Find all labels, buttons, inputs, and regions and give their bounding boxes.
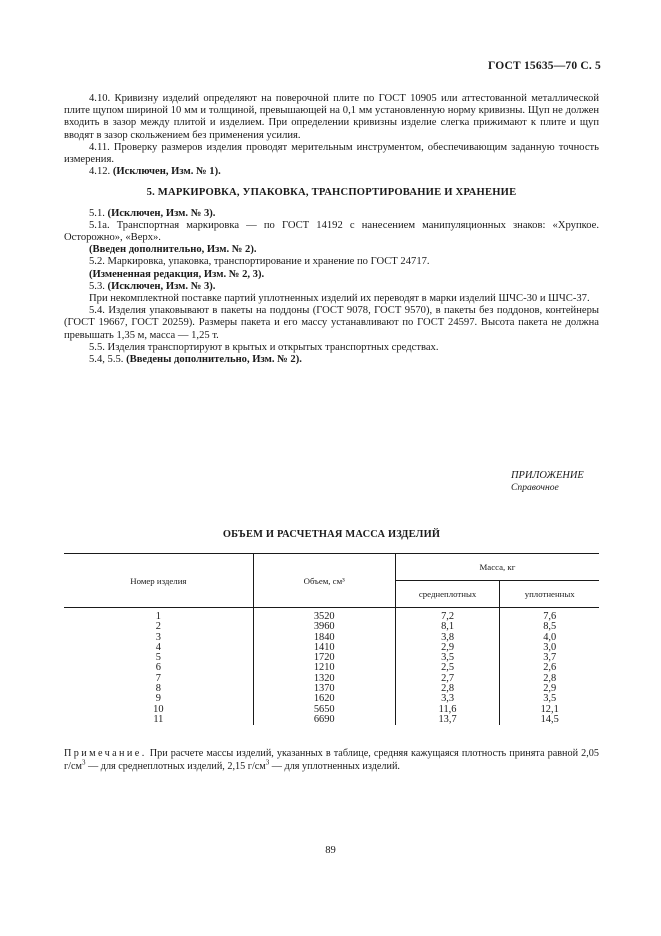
- paragraph-4-10: 4.10. Кривизну изделий определяют на поверочной плите по ГОСТ 10905 или аттестованной металлической плите щупом шириной 10 мм и толщиной, превышающей на 0,1 мм установленную норму кривизны. Щуп не должен входить в зазор между плитой и изделием. При определении кривизны изделие слегка прижимают к плите и щуп вводят в зазор скольжением без применения усилия.: [64, 93, 599, 141]
- cell-mass-medium: 7,2: [395, 608, 500, 623]
- cell-mass-medium: 2,9: [395, 643, 500, 653]
- paragraph-5-2: 5.2. Маркировка, упаковка, транспортирование и хранение по ГОСТ 24717.: [89, 256, 430, 268]
- header-mass-dense: уплотненных: [500, 581, 599, 608]
- cell-mass-dense: 3,5: [543, 693, 557, 705]
- cell-number: 6: [64, 663, 253, 673]
- page-number: 89: [325, 845, 336, 856]
- cell-mass-medium: 3,3: [395, 694, 500, 704]
- cell-number: 4: [64, 643, 253, 653]
- table-row: [64, 608, 599, 623]
- appendix-label: [511, 470, 601, 494]
- header-number: Номер изделия: [64, 554, 253, 608]
- table-row: [64, 715, 599, 725]
- cell-volume: 1370: [253, 684, 395, 694]
- cell-volume: 3960: [253, 622, 395, 632]
- paragraph-5-4: 5.4. Изделия упаковывают в пакеты на поддоны (ГОСТ 9078, ГОСТ 9570), в пакеты без поддонов, контейнеры (ГОСТ 19667, ГОСТ 20259). Размеры пакета и его массу устанавливают по ГОСТ 24597. Высота пакета не должна превышать 1,35 м, масса — 1,25 т.: [64, 305, 599, 341]
- cell-mass-dense: 2,9: [543, 683, 557, 695]
- paragraph-5-4-5-5: [64, 354, 599, 366]
- table-body: [64, 608, 599, 726]
- cell-volume: 1840: [253, 633, 395, 643]
- note-superscript: 3: [81, 758, 86, 767]
- amendment-note: (Измененная редакция, Изм. № 2, 3).: [89, 268, 265, 280]
- paragraph-5-1: [64, 208, 599, 220]
- amendment-note: (Исключен, Изм. № 1).: [112, 166, 221, 178]
- table-note: [64, 747, 599, 773]
- header-mass-medium: среднеплотных: [395, 581, 500, 608]
- paragraph-number: 4.12.: [89, 166, 111, 178]
- cell-volume: 1620: [253, 694, 395, 704]
- paragraph-5-1a: 5.1а. Транспортная маркировка — по ГОСТ 14192 с нанесением манипуляционных знаков: «Хрупкое. Осторожно», «Верх».: [64, 219, 599, 244]
- appendix-type: Справочное: [511, 482, 559, 493]
- cell-mass-medium: 3,5: [395, 653, 500, 663]
- cell-number: 9: [64, 694, 253, 704]
- paragraph-5-5: 5.5. Изделия транспортируют в крытых и открытых транспортных средствах.: [89, 341, 439, 353]
- paragraph-number: 5.4, 5.5.: [89, 354, 124, 366]
- cell-number: 2: [64, 622, 253, 632]
- cell-number: 3: [64, 633, 253, 643]
- document-header: ГОСТ 15635—70 С. 5: [488, 60, 601, 72]
- cell-number: 5: [64, 653, 253, 663]
- cell-mass-medium: 3,8: [395, 633, 500, 643]
- cell-volume: 3520: [253, 608, 395, 623]
- cell-volume: 1320: [253, 674, 395, 684]
- cell-mass-dense: 3,7: [543, 652, 557, 664]
- cell-mass-medium: 2,5: [395, 663, 500, 673]
- header-volume: Объем, см³: [253, 554, 395, 608]
- cell-mass-medium: 8,1: [395, 622, 500, 632]
- appendix-title: ПРИЛОЖЕНИЕ: [511, 470, 584, 481]
- amendment-note: (Введены дополнительно, Изм. № 2).: [126, 354, 302, 366]
- paragraph-4-12: [64, 166, 599, 178]
- note-text: — для уплотненных изделий.: [269, 761, 400, 772]
- cell-mass-medium: 2,8: [395, 684, 500, 694]
- cell-mass-dense: 14,5: [540, 713, 559, 725]
- cell-mass-dense: 3,0: [543, 641, 557, 653]
- section-title: 5. МАРКИРОВКА, УПАКОВКА, ТРАНСПОРТИРОВАНИЕ И ХРАНЕНИЕ: [146, 187, 517, 199]
- paragraph-number: 5.3.: [89, 280, 105, 292]
- cell-mass-dense: 12,1: [540, 703, 559, 715]
- volume-mass-table: [64, 553, 599, 725]
- cell-number: 8: [64, 684, 253, 694]
- header-mass: Масса, кг: [395, 554, 599, 581]
- cell-mass-dense: 2,6: [543, 662, 557, 674]
- cell-mass-dense: 4,0: [543, 631, 557, 643]
- amendment-note: (Исключен, Изм. № 3).: [107, 207, 216, 219]
- cell-mass-medium: 2,7: [395, 674, 500, 684]
- cell-volume: 6690: [253, 715, 395, 725]
- cell-volume: 5650: [253, 705, 395, 715]
- note-superscript: 3: [265, 758, 270, 767]
- amendment-note: (Исключен, Изм. № 3).: [107, 280, 216, 292]
- note-label: Примечание.: [64, 748, 147, 759]
- paragraph-5-3: [64, 281, 599, 293]
- paragraph-number: 5.1.: [89, 207, 105, 219]
- note-text: — для среднеплотных изделий, 2,15 г/см: [85, 761, 266, 772]
- cell-volume: 1210: [253, 663, 395, 673]
- cell-mass-dense: 7,6: [543, 611, 557, 622]
- cell-mass-medium: 13,7: [395, 715, 500, 725]
- cell-mass-dense: 2,8: [543, 672, 557, 684]
- cell-number: 11: [64, 715, 253, 725]
- table-title: ОБЪЕМ И РАСЧЕТНАЯ МАССА ИЗДЕЛИЙ: [222, 529, 441, 540]
- cell-volume: 1720: [253, 653, 395, 663]
- amendment-note: (Введен дополнительно, Изм. № 2).: [89, 244, 257, 256]
- body-text: [64, 93, 599, 366]
- paragraph-incomplete-delivery: При некомплектной поставке партий уплотненных изделий их переводят в марки изделий ШЧС-30 и ШЧС-37.: [89, 293, 590, 305]
- note-text: При расчете массы изделий, указанных в таблице, средняя кажущаяся плотность принята равной 2,05 г/см: [64, 748, 599, 772]
- cell-mass-dense: 8,5: [543, 621, 557, 633]
- paragraph-4-11: 4.11. Проверку размеров изделия проводят мерительным инструментом, обеспечивающим заданную точность измерения.: [64, 141, 599, 166]
- cell-mass-medium: 11,6: [395, 705, 500, 715]
- cell-number: 1: [64, 608, 253, 623]
- cell-volume: 1410: [253, 643, 395, 653]
- cell-number: 7: [64, 674, 253, 684]
- cell-number: 10: [64, 705, 253, 715]
